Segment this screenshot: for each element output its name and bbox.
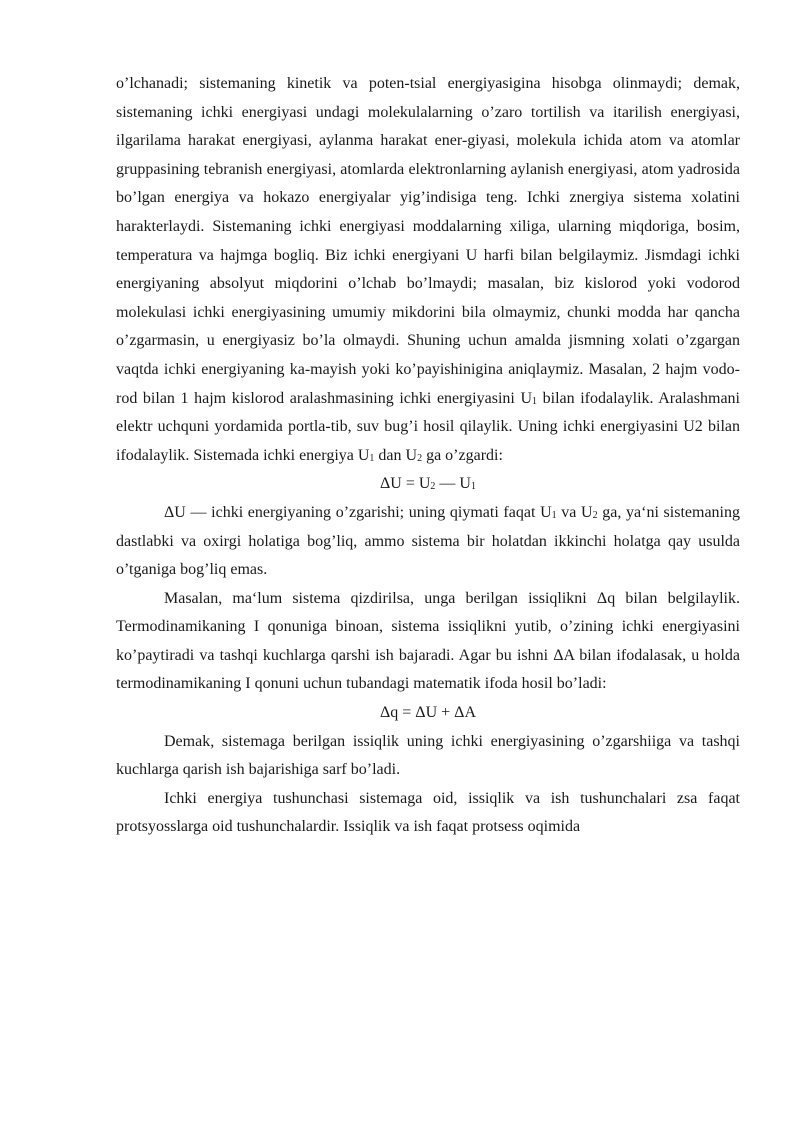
paragraph-process-concepts: Ichki energiya tushunchasi sistemaga oid, issiqlik va ish tushunchalari zsa faqat protsyosslarga oid tushunchalardir. Issiqlik va ish faqat protsess oqimida bbox=[116, 789, 740, 836]
subscript-2: 2 bbox=[592, 509, 598, 521]
subscript-2: 2 bbox=[430, 481, 436, 493]
subscript-2: 2 bbox=[417, 452, 423, 464]
subscript-1: 1 bbox=[369, 452, 375, 464]
subscript-1: 1 bbox=[470, 481, 476, 493]
subscript-1: 1 bbox=[551, 509, 557, 521]
formula-first-law: Δq = ΔU + ΔA bbox=[379, 704, 477, 722]
formula-delta-u: $\Delta U = U_2$ — $U_1$ bbox=[380, 475, 476, 493]
subscript-1: 1 bbox=[532, 395, 538, 407]
paragraph-first-law: Masalan, ma‘lum sistema qizdirilsa, unga berilgan issiqlikni Δq bilan belgilaylik. Termodinamikaning I qonuniga binoan, sistema issiqlikni yutib, o’zining ichki energiyasini ko’paytiradi va tashqi kuchlarga qarshi ish bajaradi. Agar bu ishni ΔA bilan ifodalasak, u holda termodinamikaning I qonuni uchun tubandagi matematik ifoda hosil bo’ladi: bbox=[116, 589, 740, 693]
document-page bbox=[116, 70, 740, 842]
paragraph-internal-energy-definition: o’lchanadi; sistemaning kinetik va poten-tsial energiyasigina hisobga olinmaydi; demak, sistemaning ichki energiyasi undagi molekulalarning o’zaro tortilish va itarilish energiyasi, ilgarilama harakat energiyasi, aylanma harakat ener-giyasi, molekula ichida atom va atomlar gruppasining tebranish energiyasi, atomlarda elektronlarning aylanish energiyasi, atom yadrosida bo’lgan energiya va hokazo energiyalar yig’indisiga teng. Ichki znergiya sistema xolatini harakterlaydi. Sistemaning ichki energiyasi moddalarning xiliga, ularning miqdoriga, bosim, temperatura va hajmga bogliq. Biz ichki energiyani U harfi bilan belgilaymiz. Jismdagi ichki energiyaning absolyut miqdorini o’lchab bo’lmaydi; masalan, biz kislorod yoki vodorod molekulasi ichki energiyasining umumiy mikdorini bila olmaymiz, chunki modda har qancha o’zgarmasin, u energiyasiz bo’la olmaydi. Shuning uchun amalda jismning xolati o’zgargan vaqtda ichki energiyaning ka-mayish yoki ko’payishinigina aniqlaymiz. Masalan, 2 hajm vodo-rod bilan 1 hajm kislorod aralashmasining ichki energiyasini $U_1$ bilan ifodalaylik. Aralashmani elektr uchquni yordamida portla-tib, suv bug’i hosil qilaylik. Uning ichki energiyasini U2 bilan ifodalaylik. Sistemada ichki energiya $U_1$ dan $U_2$ ga o’zgardi: bbox=[116, 75, 740, 464]
paragraph-heat-distribution: Demak, sistemaga berilgan issiqlik uning ichki energiyasining o’zgarshiiga va tashqi kuchlarga qarish ish bajarishiga sarf bo’ladi. bbox=[116, 732, 740, 779]
paragraph-delta-u-explanation: ΔU — ichki energiyaning o’zgarishi; uning qiymati faqat $U_1$ va $U_2$ ga, ya‘ni sistemaning dastlabki va oxirgi holatiga bog’liq, ammo sistema bir holatdan ikkinchi holatga qay usulda o’tganiga bog’liq emas. bbox=[116, 503, 740, 579]
